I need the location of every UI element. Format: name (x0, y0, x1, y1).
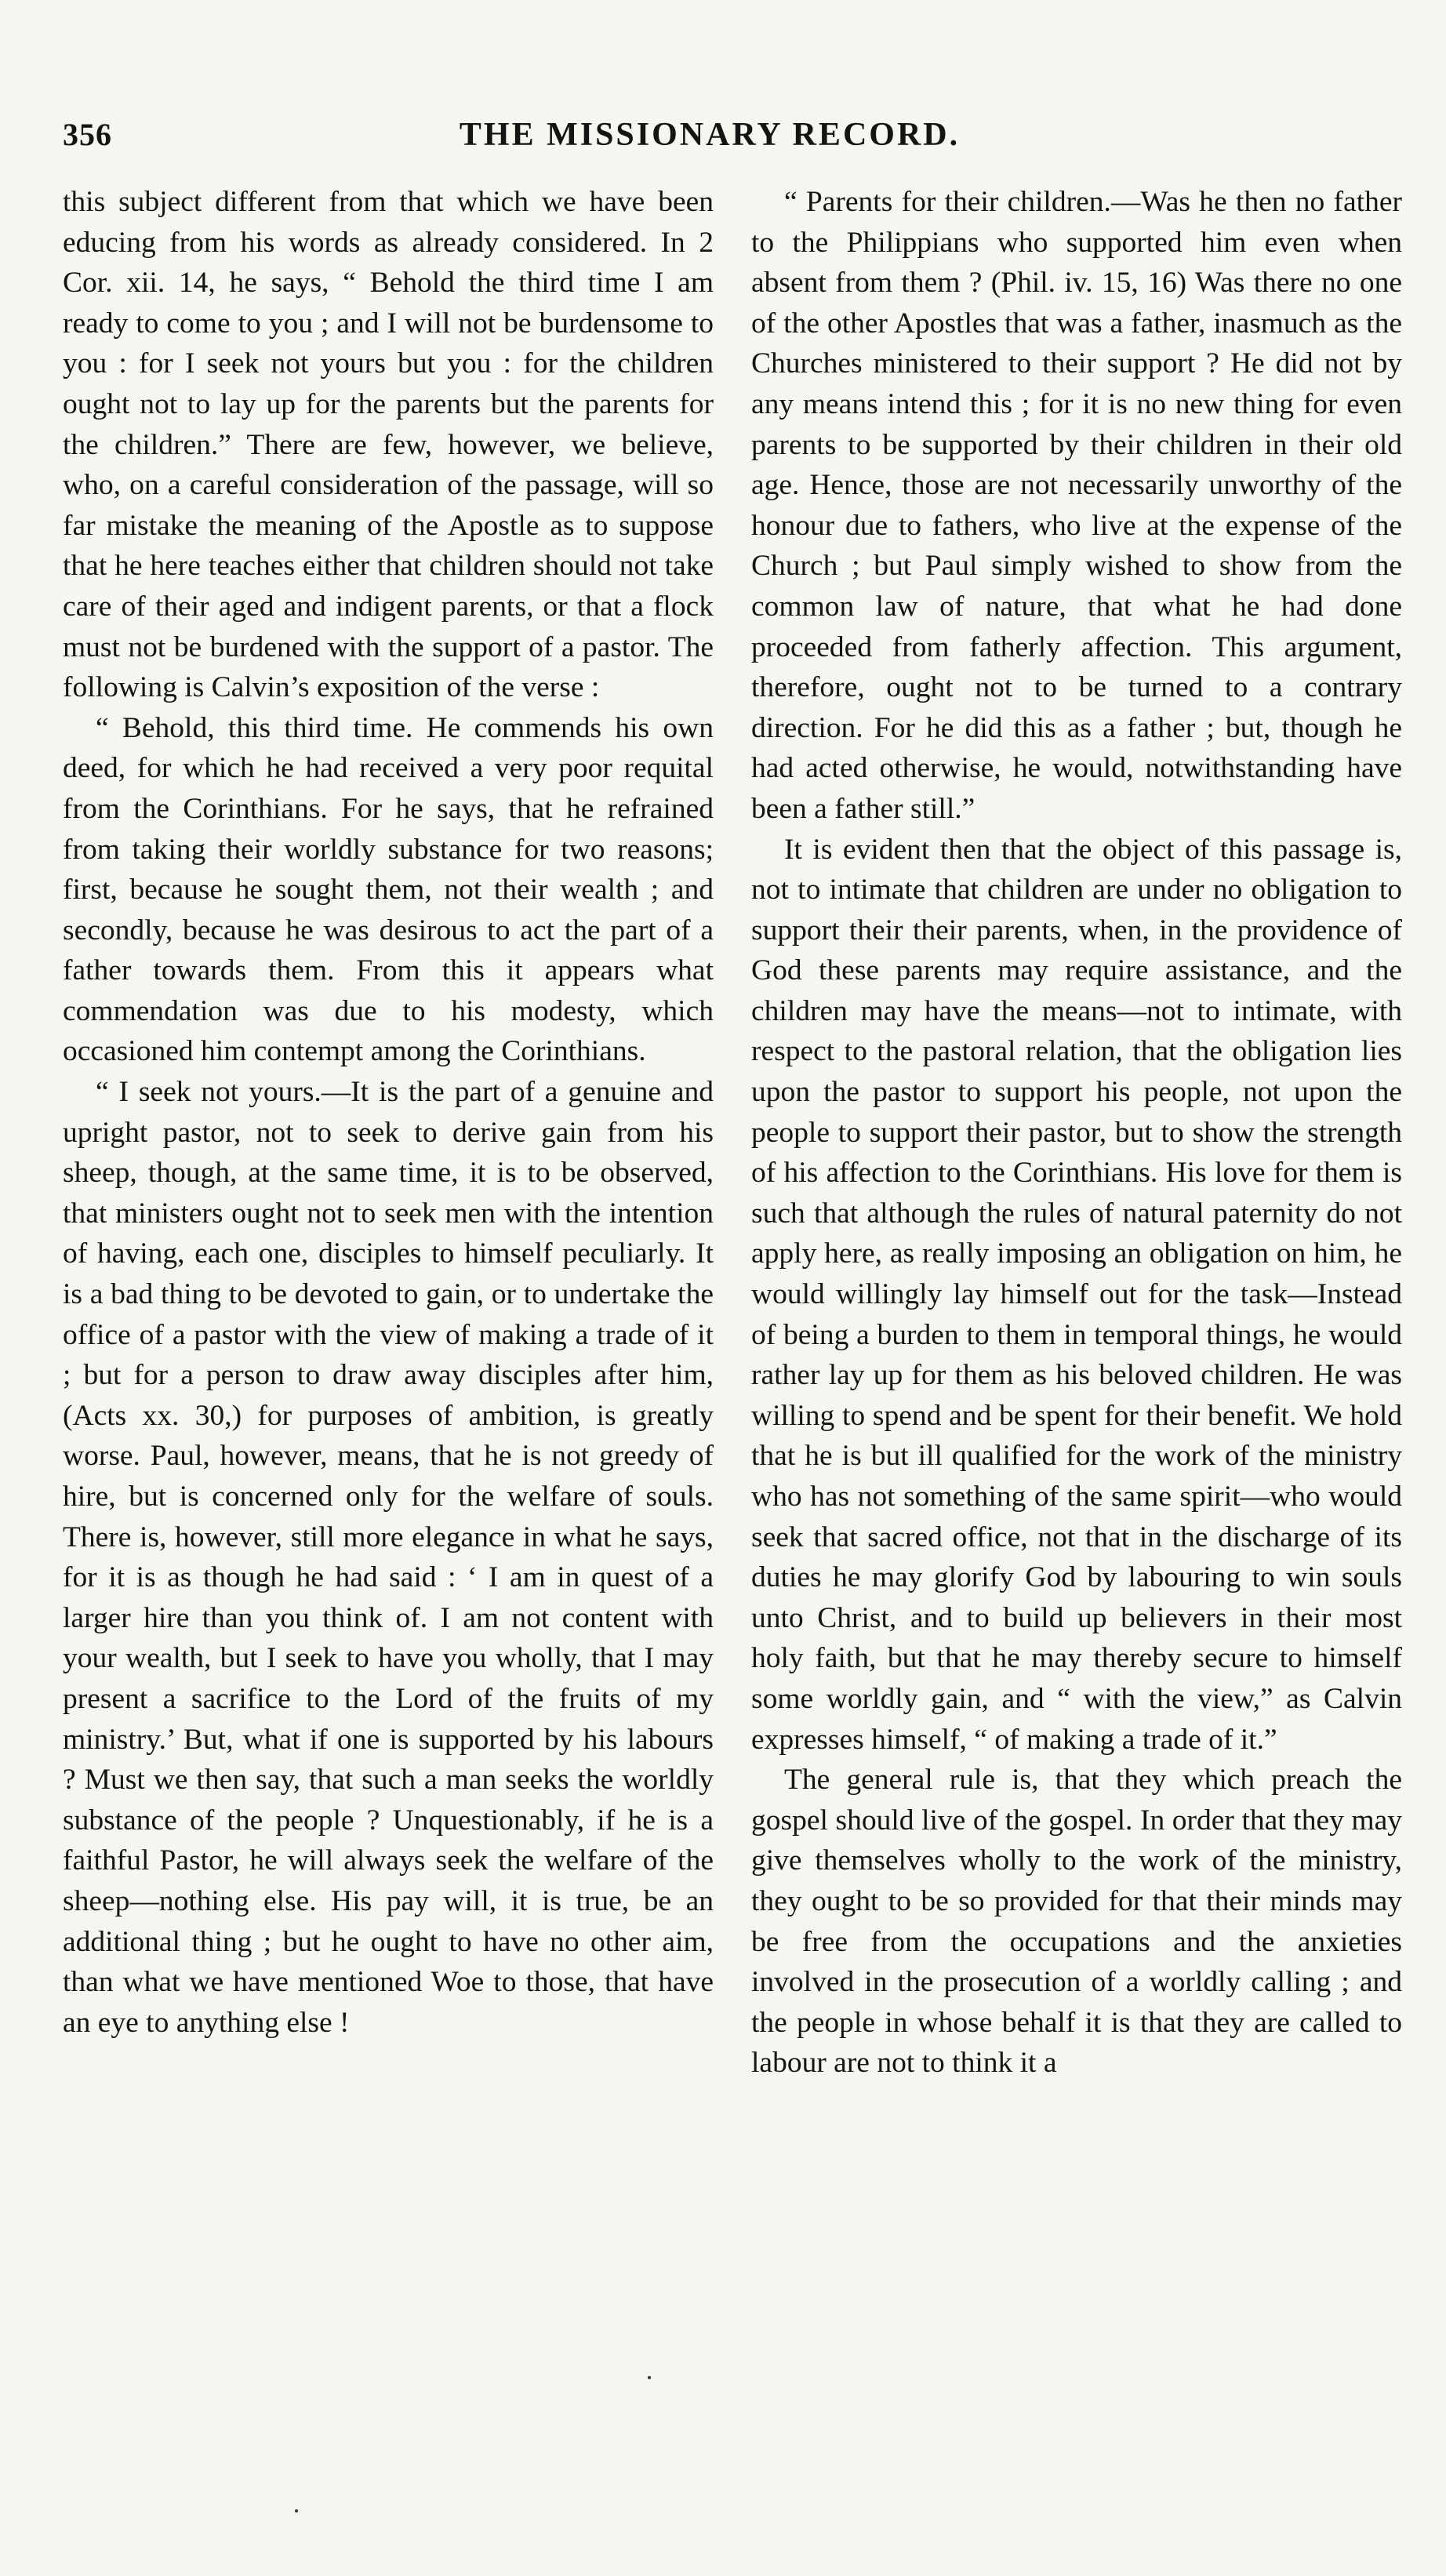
paragraph: “ Behold, this third time. He commends his own deed, for which he had received a very poor requital from the Corinthians. For he says, that he refrained from taking their worldly substance for two reasons; first, because he sought them, not their wealth ; and secondly, because he was desirous to act the part of a father towards them. From this it appears what commendation was due to his modesty, which occasioned him contempt among the Corinthians. (63, 711, 714, 1068)
paragraph: The general rule is, that they which preach the gospel should live of the gospel. In order that they may give themselves wholly to the work of the ministry, they ought to be so provided for that their minds may be free from the occupations and the anxieties involved in the prosecution of a worldly calling ; and the people in whose behalf it is that they are called to labour are not to think it a (751, 1764, 1402, 2080)
paragraph: this subject different from that which we have been educing from his words as already considered. In 2 Cor. xii. 14, he says, “ Behold the third time I am ready to come to you ; and I will not be burdensome to you : for I seek not yours but you : for the children ought not to lay up for the parents but the parents for the children.” There are few, however, we believe, who, on a careful consideration of the passage, will so far mistake the meaning of the Apostle as to suppose that he here teaches either that children should not take care of their aged and indigent parents, or that a flock must not be burdened with the support of a pastor. The following is Calvin’s exposition of the verse : (63, 186, 714, 704)
paragraph: It is evident then that the object of this passage is, not to intimate that children are under no obligation to support their their parents, when, in the providence of God these parents may require assistance, and the children may have the means—not to intimate, with respect to the pastoral relation, that the obligation lies upon the pastor to support his people, not upon the people to support their pastor, but to show the strength of his affection to the Corinthians. His love for them is such that although the rules of natural paternity do not apply here, as really imposing an obligation on him, he would willingly lay himself out for the task—Instead of being a burden to them in temporal things, he would rather lay up for them as his beloved children. He was willing to spend and be spent for their benefit. We hold that he is but ill qualified for the work of the ministry who has not something of the same spirit—who would seek that sacred office, not that in the discharge of its duties he may glorify God by labouring to win souls unto Christ, and to build up believers in their most holy faith, but that he may thereby secure to himself some worldly gain, and “ with the view,” as Calvin expresses himself, “ of making a trade of it.” (751, 833, 1402, 1756)
paragraph: “ I seek not yours.—It is the part of a genuine and upright pastor, not to seek to derive gain from his sheep, though, at the same time, it is to be observed, that ministers ought not to seek men with the intention of having, each one, disciples to himself peculiarly. It is a bad thing to be devoted to gain, or to undertake the office of a pastor with the view of making a trade of it ; but for a person to draw away disciples after him, (Acts xx. 30,) for purposes of ambition, is greatly worse. Paul, however, means, that he is not greedy of hire, but is concerned only for the welfare of souls. There is, however, still more elegance in what he says, for it is as though he had said : ‘ I am in quest of a larger hire than you think of. I am not content with your wealth, but I seek to have you wholly, that I may present a sacrifice to the Lord of the fruits of my ministry.’ But, what if one is supported by his labours ? Must we then say, that such a man seeks the worldly substance of the people ? Unquestionably, if he is a faithful Pastor, he will always seek the welfare of the sheep—nothing else. His pay will, it is true, be an additional thing ; but he ought to have no other aim, than what we have mentioned Woe to those, that have an eye to anything else ! (63, 1076, 714, 2039)
right-column (751, 182, 1402, 2534)
page-header (63, 116, 1357, 163)
running-title: THE MISSIONARY RECORD. (459, 117, 961, 153)
paragraph: “ Parents for their children.—Was he then no father to the Philippians who supported him even when absent from them ? (Phil. iv. 15, 16) Was there no one of the other Apostles that was a father, inasmuch as the Churches ministered to their support ? He did not by any means intend this ; for it is no new thing for even parents to be supported by their children in their old age. Hence, those are not necessarily unworthy of the honour due to fathers, who live at the expense of the Church ; but Paul simply wished to show from the common law of nature, that what he had done proceeded from fatherly affection. This argument, therefore, ought not to be turned to a contrary direction. For he did this as a father ; but, though he had acted otherwise, he would, notwithstanding have been a father still.” (751, 186, 1402, 825)
page-number: 356 (63, 117, 112, 152)
print-speck (295, 2509, 298, 2512)
left-column (63, 182, 714, 2534)
print-speck (648, 2376, 651, 2379)
